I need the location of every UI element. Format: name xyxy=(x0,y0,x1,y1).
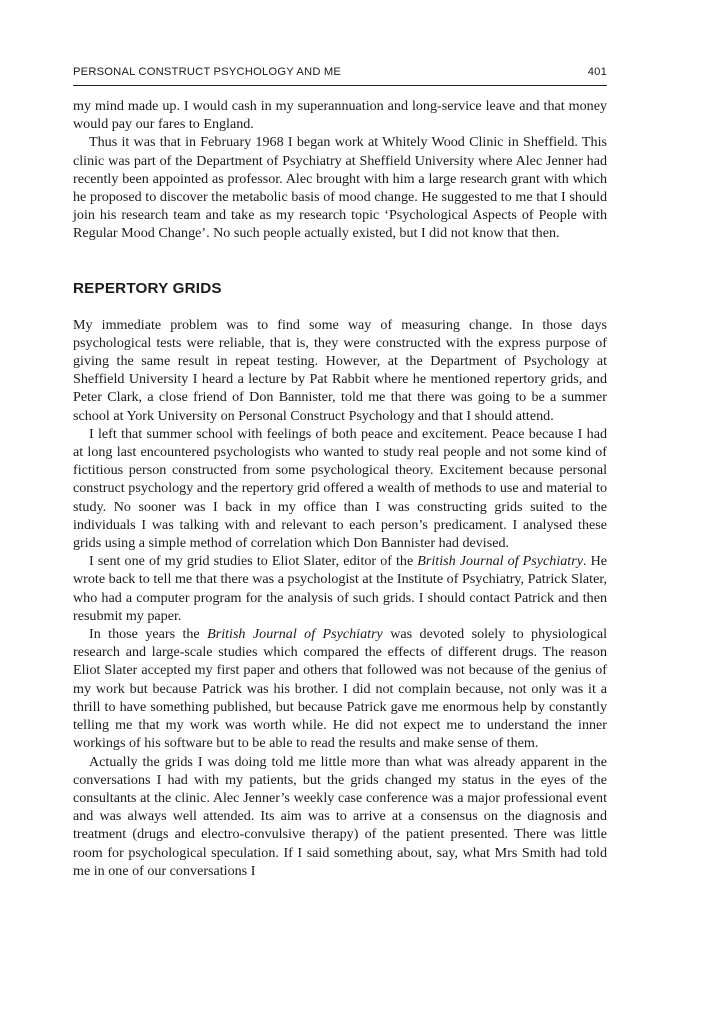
paragraph xyxy=(73,552,607,625)
intro-text xyxy=(73,97,607,243)
running-header xyxy=(73,66,607,86)
book-page xyxy=(73,66,607,880)
journal-title: British Journal of Psychiatry xyxy=(417,553,583,570)
journal-title: British Journal of Psychiatry xyxy=(207,626,383,643)
section-text xyxy=(73,316,607,880)
text-run: . He wrote back to tell me that there was a psychologist at the Institute of Psychiatry, Patrick Slater, who had a computer program for the analysis of such grids. I should contact Patrick and then resubmit my paper. xyxy=(73,553,607,624)
text-run: I sent one of my grid studies to Eliot Slater, editor of the xyxy=(89,553,418,570)
paragraph xyxy=(73,625,607,752)
paragraph: my mind made up. I would cash in my superannuation and long-service leave and that money would pay our fares to England. xyxy=(73,98,607,133)
paragraph: Actually the grids I was doing told me little more than what was already apparent in the conversations I had with my patients, but the grids changed my status in the eyes of the consultants at the clinic. Alec Jenner’s weekly case conference was a major professional event and was always well attended. Its aim was to arrive at a consensus on the diagnosis and treatment (drugs and electro-convulsive therapy) of the patient presented. There was little room for psychological speculation. If I said something about, say, what Mrs Smith had told me in one of our conversations I xyxy=(73,753,607,879)
text-run: was devoted solely to physiological research and large-scale studies which compared the effects of different drugs. The reason Eliot Slater accepted my first paper and others that followed was not because of the genius of my work but because Patrick was his brother. I did not complain because, not only was it a thrill to have something published, but because Patrick gave me enormous help by constantly telling me that my work was worth while. He did not expect me to understand the inner workings of his software but to be able to read the results and make sense of them. xyxy=(73,626,607,752)
running-title: PERSONAL CONSTRUCT PSYCHOLOGY AND ME xyxy=(73,66,342,78)
page-number: 401 xyxy=(587,66,607,78)
paragraph: My immediate problem was to find some way of measuring change. In those days psychological tests were reliable, that is, they were constructed with the express purpose of giving the same result in repeat testing. However, at the Department of Psychology at Sheffield University I heard a lecture by Pat Rabbit where he mentioned repertory grids, and Peter Clark, a close friend of Don Bannister, told me that there was going to be a summer school at York University on Personal Construct Psychology and that I should attend. xyxy=(73,316,607,424)
section-heading: REPERTORY GRIDS xyxy=(73,279,222,297)
text-run: In those years the xyxy=(89,626,208,643)
paragraph: Thus it was that in February 1968 I began work at Whitely Wood Clinic in Sheffield. This clinic was part of the Department of Psychiatry at Sheffield University where Alec Jenner had recently been appointed as professor. Alec brought with him a large research grant with which he proposed to discover the metabolic basis of mood change. He suggested to me that I should join his research team and take as my research topic ‘Psychological Aspects of People with Regular Mood Change’. No such people actually existed, but I did not know that then. xyxy=(73,134,607,242)
paragraph: I left that summer school with feelings of both peace and excitement. Peace because I had at long last encountered psychologists who wanted to study real people and not some kind of fictitious person constructed from some psychological theory. Excitement because personal construct psychology and the repertory grid offered a wealth of methods to use and material to study. No sooner was I back in my office than I was constructing grids suited to the individuals I was talking with and relevant to each person’s predicament. I analysed these grids using a simple method of correlation which Don Bannister had devised. xyxy=(73,425,607,552)
